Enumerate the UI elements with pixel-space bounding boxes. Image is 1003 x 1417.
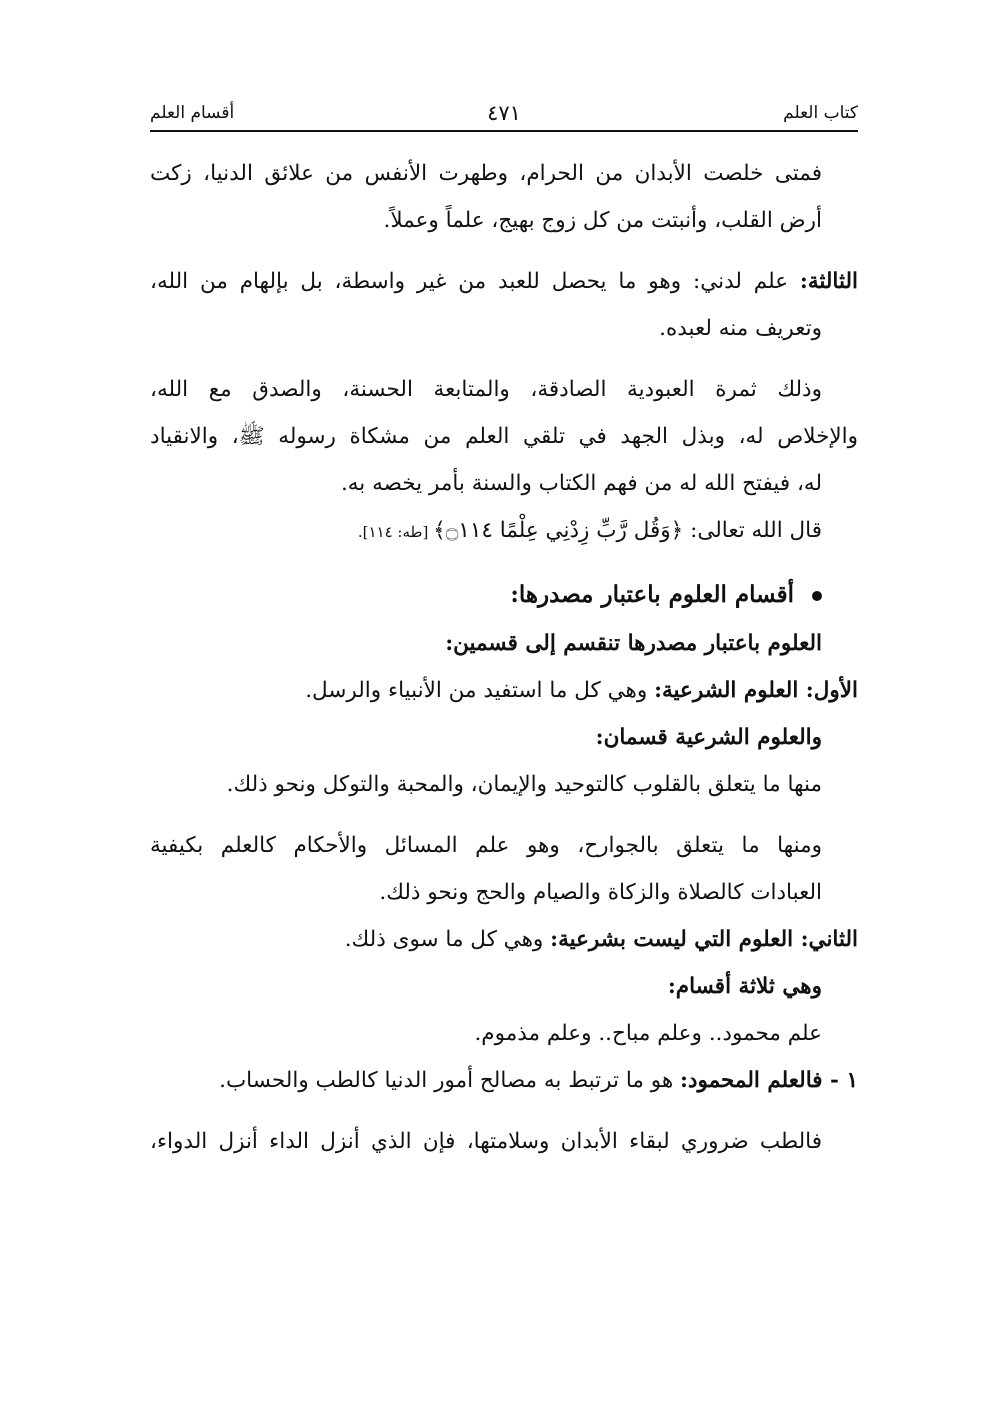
text-line: والإخلاص له، وبذل الجهد في تلقي العلم من مشكاة رسوله ﷺ، والانقياد [150, 424, 858, 449]
sub-heading: العلوم باعتبار مصدرها تنقسم إلى قسمين: [445, 631, 822, 656]
text-line: وذلك ثمرة العبودية الصادقة، والمتابعة الحسنة، والصدق مع الله، [150, 377, 822, 402]
header-divider [150, 130, 858, 132]
paragraph-hearts: منها ما يتعلق بالقلوب كالتوحيد والإيمان، والمحبة والتوكل ونحو ذلك. [226, 772, 822, 797]
item1-lead: ١ - فالعلم المحمود: [680, 1068, 858, 1093]
verse-citation: [طه: ١١٤]. [357, 523, 434, 541]
section-heading [150, 570, 858, 620]
text-line: وتعريف منه لعبده. [659, 316, 822, 341]
text-line: فالطب ضروري لبقاء الأبدان وسلامتها، فإن الذي أنزل الداء أنزل الدواء، [150, 1129, 822, 1154]
paragraph-medicine [150, 1118, 858, 1165]
three-parts-list: علم محمود.. وعلم مباح.. وعلم مذموم. [474, 1021, 822, 1046]
verse-intro: قال الله تعالى: [683, 518, 822, 543]
paragraph-fruit-of-worship [150, 366, 858, 507]
verse-line [150, 507, 858, 556]
book-title: كتاب العلم [783, 103, 858, 123]
text-line: فمتى خلصت الأبدان من الحرام، وطهرت الأنفس من علائق الدنيا، زكت [150, 161, 822, 186]
paragraph-limbs [150, 822, 858, 916]
text-line: له، فيفتح الله له من فهم الكتاب والسنة بأمر يخصه به. [340, 471, 822, 496]
paragraph-third-ladunni [150, 258, 858, 352]
paragraph-item-1 [150, 1057, 858, 1104]
text-line: أرض القلب، وأنبتت من كل زوج بهيج، علماً وعملاً. [383, 208, 822, 233]
page-body [150, 150, 858, 1165]
text-line [150, 258, 858, 305]
third-text: علم لدني: وهو ما يحصل للعبد من غير واسطة، بل بإلهام من الله، [150, 269, 800, 294]
sharia-two-heading: والعلوم الشرعية قسمان: [595, 725, 822, 750]
paragraph-first-sharia [150, 667, 858, 714]
bullet-icon [812, 591, 822, 601]
running-header [150, 98, 858, 128]
second-text: وهي كل ما سوى ذلك. [344, 927, 551, 952]
three-parts-heading: وهي ثلاثة أقسام: [667, 974, 822, 999]
item1-text: هو ما ترتبط به مصالح أمور الدنيا كالطب والحساب. [219, 1068, 680, 1093]
chapter-title: أقسام العلم [150, 103, 235, 123]
paragraph-second-non-sharia [150, 916, 858, 963]
text-line: العبادات كالصلاة والزكاة والصيام والحج ونحو ذلك. [379, 880, 822, 905]
first-text: وهي كل ما استفيد من الأنبياء والرسل. [305, 678, 655, 703]
first-lead: الأول: العلوم الشرعية: [654, 678, 858, 703]
page-number: ٤٧١ [487, 101, 521, 125]
second-lead: الثاني: العلوم التي ليست بشرعية: [550, 927, 858, 952]
quran-verse: ﴿وَقُل رَّبِّ زِدْنِي عِلْمًا ۝١١٤﴾ [433, 518, 684, 543]
paragraph-purification [150, 150, 858, 244]
text-line: ومنها ما يتعلق بالجوارح، وهو علم المسائل والأحكام كالعلم بكيفية [150, 833, 822, 858]
third-lead: الثالثة: [799, 269, 858, 294]
section-heading-text: أقسام العلوم باعتبار مصدرها: [510, 581, 794, 608]
